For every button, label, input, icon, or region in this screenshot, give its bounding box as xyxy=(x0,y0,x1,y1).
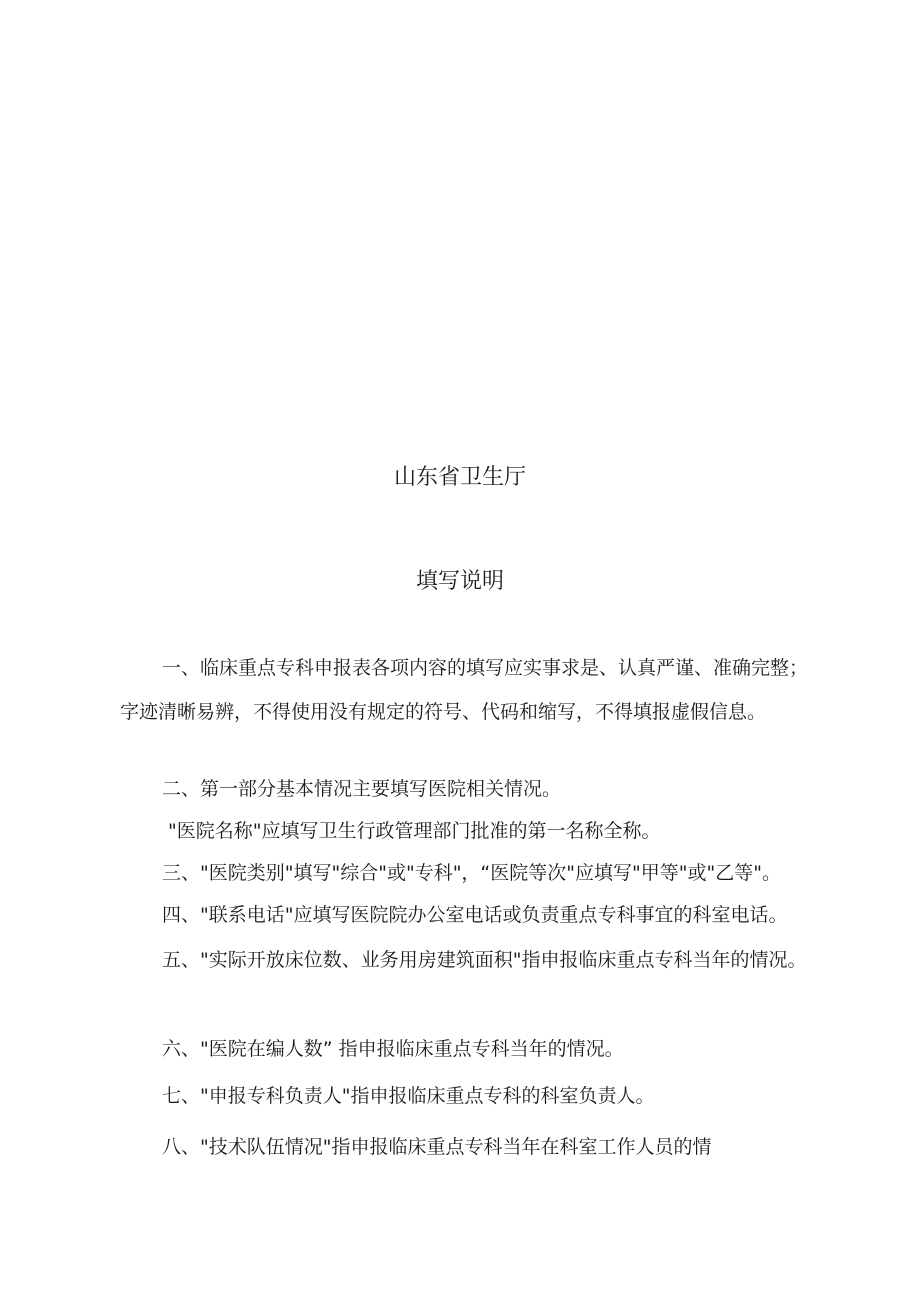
instruction-paragraph-5: 四、"联系电话"应填写医院院办公室电话或负责重点专科事宜的科室电话。 xyxy=(162,904,788,926)
instruction-paragraph-6: 五、"实际开放床位数、业务用房建筑面积"指申报临床重点专科当年的情况。 xyxy=(162,949,807,971)
instruction-paragraph-8: 七、"申报专科负责人"指申报临床重点专科的科室负责人。 xyxy=(162,1085,655,1107)
instruction-paragraph-2: 二、第一部分基本情况主要填写医院相关情况。 xyxy=(162,778,562,800)
instruction-paragraph-9: 八、"技术队伍情况"指申报临床重点专科当年在科室工作人员的情 xyxy=(162,1136,712,1158)
page-title: 填写说明 xyxy=(415,569,504,594)
instruction-paragraph-4: 三、"医院类别"填写"综合"或"专科"，“医院等次"应填写"甲等"或"乙等"。 xyxy=(162,862,781,884)
instruction-paragraph-3: "医院名称"应填写卫生行政管理部门批准的第一名称全称。 xyxy=(168,820,661,842)
issuing-organization: 山东省卫生厅 xyxy=(393,465,526,490)
instruction-paragraph-1: 一、临床重点专科申报表各项内容的填写应实事求是、认真严谨、准确完整；字迹清晰易辨，不得使用没有规定的符号、代码和缩写，不得填报虚假信息。 xyxy=(120,657,809,723)
instruction-paragraph-7: 六、"医院在编人数” 指申报临床重点专科当年的情况。 xyxy=(162,1038,624,1060)
